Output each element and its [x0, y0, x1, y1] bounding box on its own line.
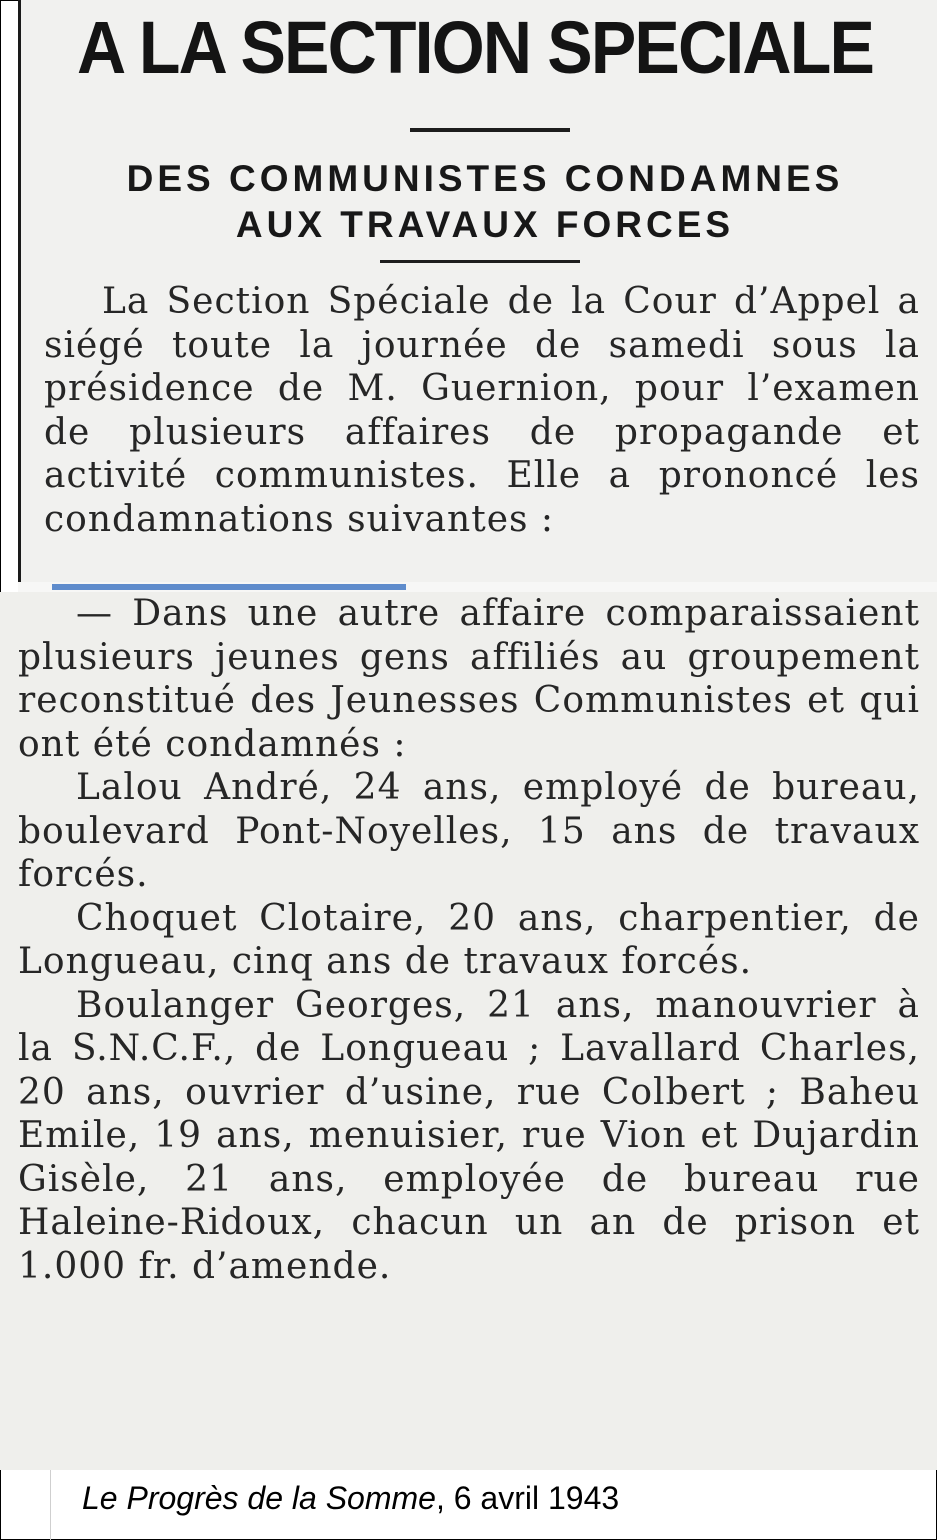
caption-divider — [50, 1470, 51, 1540]
article-headline: A LA SECTION SPECIALE — [76, 6, 874, 89]
caption-source-title: Le Progrès de la Somme — [82, 1480, 436, 1516]
intro-paragraph: La Section Spéciale de la Cour d’Appel a siégé toute la journée de samedi sous la présidence de M. Guernion, pour l’examen de plusieurs affaires de propagande et activité communistes. Elle a prononcé les condamnations suivantes : — [44, 281, 920, 540]
source-caption — [82, 1476, 619, 1520]
article-subheadline — [40, 156, 930, 248]
subheadline-line-2: AUX TRAVAUX FORCES — [235, 204, 735, 245]
headline-rule — [410, 128, 570, 132]
article-intro — [44, 280, 920, 541]
article-body — [18, 592, 920, 1288]
subheadline-line-1: DES COMMUNISTES CONDAMNES — [126, 158, 844, 199]
highlight-underline — [52, 584, 406, 590]
body-paragraph-4: Boulanger Georges, 21 ans, manouvrier à la S.N.C.F., de Longueau ; Lavallard Charles, 20 ans, ouvrier d’usine, rue Colbert ; Baheu Emile, 19 ans, menuisier, rue Vion et Dujardin Gisèle, 21 ans, employée de bureau rue Haleine-Ridoux, chacun un an de prison et 1.000 fr. d’amende. — [18, 984, 920, 1287]
caption-date: , 6 avril 1943 — [435, 1480, 620, 1516]
subheadline-rule — [380, 260, 580, 263]
body-paragraph-2: Lalou André, 24 ans, employé de bureau, boulevard Pont-Noyelles, 15 ans de travaux forcés. — [18, 767, 920, 895]
body-paragraph-1: — Dans une autre affaire comparaissaient plusieurs jeunes gens affiliés au groupement reconstitué des Jeunesses Communistes et qui ont été condamnés : — [18, 593, 920, 765]
body-paragraph-3: Choquet Clotaire, 20 ans, charpentier, de Longueau, cinq ans de travaux forcés. — [18, 897, 920, 982]
